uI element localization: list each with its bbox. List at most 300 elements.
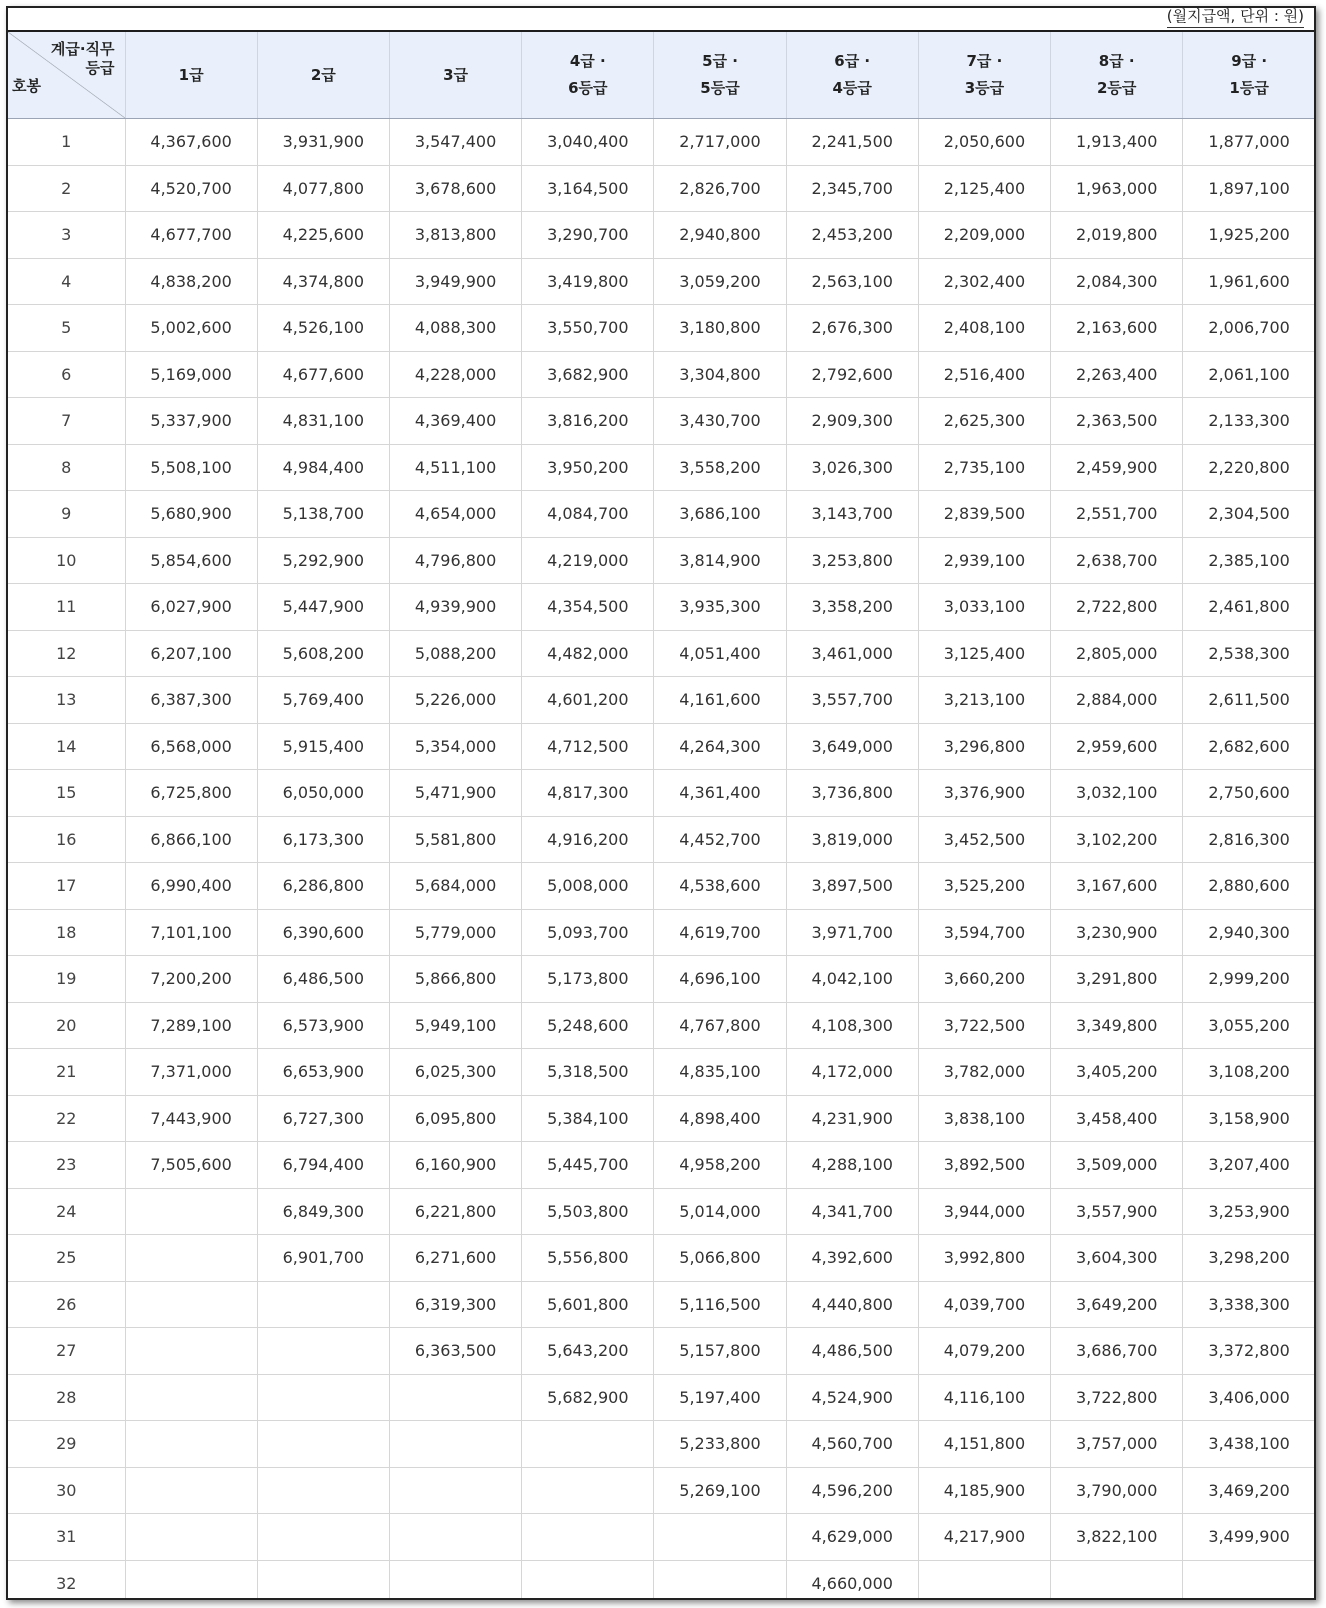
salary-cell: 5,173,800 bbox=[522, 956, 654, 1003]
salary-cell: 4,161,600 bbox=[654, 677, 786, 724]
salary-cell: 2,061,100 bbox=[1183, 351, 1315, 398]
salary-cell: 2,385,100 bbox=[1183, 537, 1315, 584]
salary-cell: 3,678,600 bbox=[389, 165, 521, 212]
salary-cell: 5,866,800 bbox=[389, 956, 521, 1003]
salary-cell: 3,180,800 bbox=[654, 305, 786, 352]
salary-cell: 6,866,100 bbox=[125, 816, 257, 863]
salary-cell: 3,026,300 bbox=[786, 444, 918, 491]
table-row bbox=[8, 1374, 1315, 1421]
salary-cell: 2,461,800 bbox=[1183, 584, 1315, 631]
step-cell: 31 bbox=[8, 1514, 125, 1561]
salary-cell: 3,950,200 bbox=[522, 444, 654, 491]
salary-cell: 6,363,500 bbox=[389, 1328, 521, 1375]
salary-cell: 4,619,700 bbox=[654, 909, 786, 956]
salary-cell bbox=[522, 1421, 654, 1468]
salary-cell: 2,839,500 bbox=[918, 491, 1050, 538]
salary-cell: 4,677,700 bbox=[125, 212, 257, 259]
column-header bbox=[522, 31, 654, 119]
step-cell: 13 bbox=[8, 677, 125, 724]
column-header bbox=[257, 31, 389, 119]
salary-cell: 3,419,800 bbox=[522, 258, 654, 305]
step-cell: 9 bbox=[8, 491, 125, 538]
salary-cell: 3,935,300 bbox=[654, 584, 786, 631]
step-cell: 22 bbox=[8, 1095, 125, 1142]
salary-cell: 3,296,800 bbox=[918, 723, 1050, 770]
salary-cell: 3,158,900 bbox=[1183, 1095, 1315, 1142]
salary-cell: 5,088,200 bbox=[389, 630, 521, 677]
salary-cell: 3,604,300 bbox=[1051, 1235, 1183, 1282]
salary-cell: 4,958,200 bbox=[654, 1142, 786, 1189]
step-cell: 16 bbox=[8, 816, 125, 863]
salary-cell: 1,897,100 bbox=[1183, 165, 1315, 212]
salary-cell: 2,880,600 bbox=[1183, 863, 1315, 910]
salary-cell: 2,638,700 bbox=[1051, 537, 1183, 584]
salary-cell: 3,304,800 bbox=[654, 351, 786, 398]
salary-cell: 5,384,100 bbox=[522, 1095, 654, 1142]
salary-cell: 2,735,100 bbox=[918, 444, 1050, 491]
salary-cell: 4,939,900 bbox=[389, 584, 521, 631]
salary-cell: 4,916,200 bbox=[522, 816, 654, 863]
header-row bbox=[8, 31, 1315, 119]
salary-cell: 3,438,100 bbox=[1183, 1421, 1315, 1468]
salary-cell: 4,660,000 bbox=[786, 1560, 918, 1600]
salary-cell bbox=[125, 1235, 257, 1282]
salary-cell: 6,387,300 bbox=[125, 677, 257, 724]
salary-cell: 6,486,500 bbox=[257, 956, 389, 1003]
salary-cell: 5,318,500 bbox=[522, 1049, 654, 1096]
salary-cell: 1,913,400 bbox=[1051, 119, 1183, 166]
salary-cell: 5,157,800 bbox=[654, 1328, 786, 1375]
salary-cell: 3,550,700 bbox=[522, 305, 654, 352]
salary-cell: 6,207,100 bbox=[125, 630, 257, 677]
salary-cell: 5,949,100 bbox=[389, 1002, 521, 1049]
corner-grade-label: 계급·직무 bbox=[50, 40, 115, 58]
salary-cell: 3,949,900 bbox=[389, 258, 521, 305]
salary-cell bbox=[1183, 1560, 1315, 1600]
salary-cell bbox=[1051, 1560, 1183, 1600]
salary-cell: 6,286,800 bbox=[257, 863, 389, 910]
column-header bbox=[786, 31, 918, 119]
salary-cell bbox=[125, 1188, 257, 1235]
salary-cell: 2,611,500 bbox=[1183, 677, 1315, 724]
salary-cell: 4,088,300 bbox=[389, 305, 521, 352]
salary-cell: 4,084,700 bbox=[522, 491, 654, 538]
salary-cell: 6,568,000 bbox=[125, 723, 257, 770]
column-header-line2: 4등급 bbox=[832, 79, 872, 97]
salary-cell: 2,220,800 bbox=[1183, 444, 1315, 491]
table-row bbox=[8, 212, 1315, 259]
step-cell: 14 bbox=[8, 723, 125, 770]
salary-cell: 5,471,900 bbox=[389, 770, 521, 817]
salary-cell: 2,563,100 bbox=[786, 258, 918, 305]
step-cell: 3 bbox=[8, 212, 125, 259]
salary-cell: 4,520,700 bbox=[125, 165, 257, 212]
salary-cell: 4,767,800 bbox=[654, 1002, 786, 1049]
salary-cell: 4,452,700 bbox=[654, 816, 786, 863]
table-row bbox=[8, 1467, 1315, 1514]
salary-cell: 3,143,700 bbox=[786, 491, 918, 538]
salary-cell: 3,722,500 bbox=[918, 1002, 1050, 1049]
salary-cell: 4,596,200 bbox=[786, 1467, 918, 1514]
salary-cell: 4,629,000 bbox=[786, 1514, 918, 1561]
salary-cell: 3,059,200 bbox=[654, 258, 786, 305]
table-row bbox=[8, 1328, 1315, 1375]
salary-cell: 5,002,600 bbox=[125, 305, 257, 352]
salary-cell: 3,822,100 bbox=[1051, 1514, 1183, 1561]
salary-cell: 3,757,000 bbox=[1051, 1421, 1183, 1468]
salary-cell bbox=[257, 1281, 389, 1328]
salary-cell: 3,649,000 bbox=[786, 723, 918, 770]
step-cell: 18 bbox=[8, 909, 125, 956]
column-header bbox=[1183, 31, 1315, 119]
salary-cell: 5,116,500 bbox=[654, 1281, 786, 1328]
salary-cell: 5,138,700 bbox=[257, 491, 389, 538]
table-row bbox=[8, 909, 1315, 956]
salary-cell: 4,526,100 bbox=[257, 305, 389, 352]
salary-cell: 4,482,000 bbox=[522, 630, 654, 677]
salary-cell: 2,084,300 bbox=[1051, 258, 1183, 305]
salary-cell: 3,931,900 bbox=[257, 119, 389, 166]
salary-cell: 3,298,200 bbox=[1183, 1235, 1315, 1282]
salary-cell: 5,769,400 bbox=[257, 677, 389, 724]
step-cell: 23 bbox=[8, 1142, 125, 1189]
corner-step-label: 호봉 bbox=[12, 77, 41, 95]
salary-cell: 4,654,000 bbox=[389, 491, 521, 538]
salary-cell: 3,164,500 bbox=[522, 165, 654, 212]
salary-cell: 4,039,700 bbox=[918, 1281, 1050, 1328]
salary-cell: 3,816,200 bbox=[522, 398, 654, 445]
salary-cell: 3,547,400 bbox=[389, 119, 521, 166]
salary-cell: 4,217,900 bbox=[918, 1514, 1050, 1561]
salary-cell: 2,717,000 bbox=[654, 119, 786, 166]
salary-cell: 3,944,000 bbox=[918, 1188, 1050, 1235]
step-cell: 27 bbox=[8, 1328, 125, 1375]
salary-cell: 2,682,600 bbox=[1183, 723, 1315, 770]
salary-cell: 5,008,000 bbox=[522, 863, 654, 910]
salary-cell: 3,207,400 bbox=[1183, 1142, 1315, 1189]
salary-cell: 6,653,900 bbox=[257, 1049, 389, 1096]
salary-cell: 3,290,700 bbox=[522, 212, 654, 259]
salary-cell: 6,271,600 bbox=[389, 1235, 521, 1282]
salary-cell: 5,508,100 bbox=[125, 444, 257, 491]
salary-cell: 6,725,800 bbox=[125, 770, 257, 817]
salary-cell bbox=[257, 1514, 389, 1561]
salary-cell: 1,925,200 bbox=[1183, 212, 1315, 259]
step-cell: 20 bbox=[8, 1002, 125, 1049]
step-cell: 25 bbox=[8, 1235, 125, 1282]
salary-cell: 3,594,700 bbox=[918, 909, 1050, 956]
salary-cell: 4,042,100 bbox=[786, 956, 918, 1003]
salary-cell: 3,430,700 bbox=[654, 398, 786, 445]
pay-table-frame bbox=[6, 6, 1316, 1600]
step-cell: 5 bbox=[8, 305, 125, 352]
salary-cell: 3,372,800 bbox=[1183, 1328, 1315, 1375]
salary-cell: 3,649,200 bbox=[1051, 1281, 1183, 1328]
salary-cell: 4,228,000 bbox=[389, 351, 521, 398]
salary-cell: 3,892,500 bbox=[918, 1142, 1050, 1189]
salary-cell: 7,101,100 bbox=[125, 909, 257, 956]
salary-cell bbox=[522, 1514, 654, 1561]
salary-cell: 4,677,600 bbox=[257, 351, 389, 398]
salary-cell: 3,406,000 bbox=[1183, 1374, 1315, 1421]
salary-cell: 2,263,400 bbox=[1051, 351, 1183, 398]
step-cell: 6 bbox=[8, 351, 125, 398]
salary-cell: 3,897,500 bbox=[786, 863, 918, 910]
table-row bbox=[8, 351, 1315, 398]
salary-cell: 2,676,300 bbox=[786, 305, 918, 352]
salary-cell: 5,680,900 bbox=[125, 491, 257, 538]
salary-cell: 5,581,800 bbox=[389, 816, 521, 863]
step-cell: 8 bbox=[8, 444, 125, 491]
salary-cell: 3,682,900 bbox=[522, 351, 654, 398]
salary-cell: 5,292,900 bbox=[257, 537, 389, 584]
table-row bbox=[8, 1002, 1315, 1049]
salary-cell: 4,367,600 bbox=[125, 119, 257, 166]
salary-cell: 5,608,200 bbox=[257, 630, 389, 677]
table-row bbox=[8, 1188, 1315, 1235]
salary-cell bbox=[389, 1421, 521, 1468]
salary-cell: 2,538,300 bbox=[1183, 630, 1315, 677]
salary-cell: 2,459,900 bbox=[1051, 444, 1183, 491]
salary-cell: 3,213,100 bbox=[918, 677, 1050, 724]
salary-cell: 4,172,000 bbox=[786, 1049, 918, 1096]
salary-cell: 4,696,100 bbox=[654, 956, 786, 1003]
salary-cell: 4,231,900 bbox=[786, 1095, 918, 1142]
salary-cell bbox=[125, 1328, 257, 1375]
salary-cell: 4,051,400 bbox=[654, 630, 786, 677]
salary-cell bbox=[522, 1467, 654, 1514]
salary-cell: 3,686,100 bbox=[654, 491, 786, 538]
salary-cell bbox=[257, 1421, 389, 1468]
salary-cell: 5,337,900 bbox=[125, 398, 257, 445]
salary-cell: 6,160,900 bbox=[389, 1142, 521, 1189]
salary-cell: 2,940,300 bbox=[1183, 909, 1315, 956]
column-header-line1: 1급 bbox=[178, 65, 204, 84]
salary-cell: 5,226,000 bbox=[389, 677, 521, 724]
salary-cell: 5,197,400 bbox=[654, 1374, 786, 1421]
salary-cell: 1,961,600 bbox=[1183, 258, 1315, 305]
salary-cell: 3,452,500 bbox=[918, 816, 1050, 863]
table-row bbox=[8, 258, 1315, 305]
table-row bbox=[8, 630, 1315, 677]
salary-cell: 2,959,600 bbox=[1051, 723, 1183, 770]
salary-cell: 4,185,900 bbox=[918, 1467, 1050, 1514]
salary-cell: 4,151,800 bbox=[918, 1421, 1050, 1468]
table-row bbox=[8, 1095, 1315, 1142]
salary-cell: 4,796,800 bbox=[389, 537, 521, 584]
step-cell: 2 bbox=[8, 165, 125, 212]
column-header-line1: 2급 bbox=[310, 65, 336, 84]
salary-cell: 2,453,200 bbox=[786, 212, 918, 259]
table-row bbox=[8, 1142, 1315, 1189]
salary-cell: 7,371,000 bbox=[125, 1049, 257, 1096]
column-header-line2: 1등급 bbox=[1229, 79, 1269, 97]
column-header-line1: 6급 · bbox=[834, 52, 871, 70]
table-row bbox=[8, 770, 1315, 817]
salary-cell: 3,557,700 bbox=[786, 677, 918, 724]
salary-cell: 3,033,100 bbox=[918, 584, 1050, 631]
step-cell: 29 bbox=[8, 1421, 125, 1468]
salary-cell: 3,525,200 bbox=[918, 863, 1050, 910]
salary-cell: 5,854,600 bbox=[125, 537, 257, 584]
salary-cell: 7,200,200 bbox=[125, 956, 257, 1003]
salary-cell: 4,984,400 bbox=[257, 444, 389, 491]
salary-cell bbox=[389, 1467, 521, 1514]
table-row bbox=[8, 398, 1315, 445]
salary-cell: 3,814,900 bbox=[654, 537, 786, 584]
salary-cell: 3,461,000 bbox=[786, 630, 918, 677]
salary-cell bbox=[125, 1281, 257, 1328]
table-row bbox=[8, 1421, 1315, 1468]
salary-cell: 3,838,100 bbox=[918, 1095, 1050, 1142]
salary-cell bbox=[522, 1560, 654, 1600]
salary-cell: 2,006,700 bbox=[1183, 305, 1315, 352]
salary-cell: 4,831,100 bbox=[257, 398, 389, 445]
step-cell: 12 bbox=[8, 630, 125, 677]
salary-cell: 3,971,700 bbox=[786, 909, 918, 956]
salary-cell: 6,573,900 bbox=[257, 1002, 389, 1049]
salary-cell: 6,095,800 bbox=[389, 1095, 521, 1142]
salary-cell: 5,233,800 bbox=[654, 1421, 786, 1468]
salary-cell: 3,405,200 bbox=[1051, 1049, 1183, 1096]
salary-cell: 6,221,800 bbox=[389, 1188, 521, 1235]
salary-cell: 3,167,600 bbox=[1051, 863, 1183, 910]
salary-cell: 5,503,800 bbox=[522, 1188, 654, 1235]
step-cell: 28 bbox=[8, 1374, 125, 1421]
salary-cell: 4,225,600 bbox=[257, 212, 389, 259]
salary-cell: 2,408,100 bbox=[918, 305, 1050, 352]
salary-cell bbox=[654, 1514, 786, 1561]
salary-cell bbox=[125, 1467, 257, 1514]
salary-cell: 2,884,000 bbox=[1051, 677, 1183, 724]
salary-cell: 2,999,200 bbox=[1183, 956, 1315, 1003]
salary-cell: 2,163,600 bbox=[1051, 305, 1183, 352]
salary-cell bbox=[125, 1421, 257, 1468]
column-header-line1: 4급 · bbox=[569, 52, 606, 70]
salary-cell: 5,248,600 bbox=[522, 1002, 654, 1049]
salary-cell bbox=[257, 1374, 389, 1421]
salary-cell: 3,736,800 bbox=[786, 770, 918, 817]
salary-cell: 4,838,200 bbox=[125, 258, 257, 305]
salary-cell: 3,782,000 bbox=[918, 1049, 1050, 1096]
salary-cell: 6,990,400 bbox=[125, 863, 257, 910]
column-header bbox=[389, 31, 521, 119]
table-row bbox=[8, 165, 1315, 212]
salary-cell bbox=[389, 1560, 521, 1600]
salary-cell: 4,264,300 bbox=[654, 723, 786, 770]
salary-cell: 4,108,300 bbox=[786, 1002, 918, 1049]
salary-cell: 3,253,900 bbox=[1183, 1188, 1315, 1235]
salary-cell: 3,055,200 bbox=[1183, 1002, 1315, 1049]
salary-cell: 3,819,000 bbox=[786, 816, 918, 863]
column-header-line1: 9급 · bbox=[1231, 52, 1268, 70]
salary-cell: 4,524,900 bbox=[786, 1374, 918, 1421]
table-row bbox=[8, 1049, 1315, 1096]
step-cell: 15 bbox=[8, 770, 125, 817]
salary-cell: 5,779,000 bbox=[389, 909, 521, 956]
salary-cell: 2,125,400 bbox=[918, 165, 1050, 212]
salary-cell: 2,816,300 bbox=[1183, 816, 1315, 863]
salary-cell: 2,304,500 bbox=[1183, 491, 1315, 538]
salary-cell: 2,939,100 bbox=[918, 537, 1050, 584]
salary-cell: 5,601,800 bbox=[522, 1281, 654, 1328]
salary-cell: 3,458,400 bbox=[1051, 1095, 1183, 1142]
step-cell: 17 bbox=[8, 863, 125, 910]
table-row bbox=[8, 863, 1315, 910]
salary-cell: 4,486,500 bbox=[786, 1328, 918, 1375]
salary-cell bbox=[125, 1560, 257, 1600]
step-cell: 11 bbox=[8, 584, 125, 631]
column-header-line1: 3급 bbox=[443, 65, 469, 84]
step-cell: 24 bbox=[8, 1188, 125, 1235]
table-row bbox=[8, 723, 1315, 770]
column-header-line2: 2등급 bbox=[1096, 79, 1137, 97]
column-header-line1: 5급 · bbox=[702, 52, 738, 70]
salary-cell: 5,269,100 bbox=[654, 1467, 786, 1514]
table-row bbox=[8, 537, 1315, 584]
salary-cell: 7,505,600 bbox=[125, 1142, 257, 1189]
column-header bbox=[654, 31, 786, 119]
salary-cell: 4,079,200 bbox=[918, 1328, 1050, 1375]
salary-cell: 3,358,200 bbox=[786, 584, 918, 631]
salary-cell: 3,108,200 bbox=[1183, 1049, 1315, 1096]
salary-cell: 3,790,000 bbox=[1051, 1467, 1183, 1514]
table-row bbox=[8, 305, 1315, 352]
salary-cell: 5,682,900 bbox=[522, 1374, 654, 1421]
salary-cell: 3,813,800 bbox=[389, 212, 521, 259]
column-header-line1: 7급 · bbox=[966, 52, 1003, 70]
salary-cell bbox=[257, 1467, 389, 1514]
step-cell: 4 bbox=[8, 258, 125, 305]
salary-cell: 3,349,800 bbox=[1051, 1002, 1183, 1049]
salary-cell: 2,050,600 bbox=[918, 119, 1050, 166]
salary-cell: 4,440,800 bbox=[786, 1281, 918, 1328]
salary-cell: 5,556,800 bbox=[522, 1235, 654, 1282]
salary-cell: 4,817,300 bbox=[522, 770, 654, 817]
salary-cell: 6,027,900 bbox=[125, 584, 257, 631]
salary-cell: 1,877,000 bbox=[1183, 119, 1315, 166]
salary-cell: 6,849,300 bbox=[257, 1188, 389, 1235]
corner-rank-label: 등급 bbox=[85, 59, 115, 77]
salary-cell: 4,898,400 bbox=[654, 1095, 786, 1142]
salary-cell: 2,241,500 bbox=[786, 119, 918, 166]
salary-cell: 6,025,300 bbox=[389, 1049, 521, 1096]
salary-cell: 4,077,800 bbox=[257, 165, 389, 212]
salary-cell: 3,338,300 bbox=[1183, 1281, 1315, 1328]
salary-cell: 3,722,800 bbox=[1051, 1374, 1183, 1421]
salary-cell: 2,209,000 bbox=[918, 212, 1050, 259]
salary-cell bbox=[257, 1560, 389, 1600]
salary-cell: 2,940,800 bbox=[654, 212, 786, 259]
salary-cell: 4,374,800 bbox=[257, 258, 389, 305]
step-cell: 10 bbox=[8, 537, 125, 584]
salary-cell: 4,712,500 bbox=[522, 723, 654, 770]
salary-cell: 3,376,900 bbox=[918, 770, 1050, 817]
salary-cell: 3,660,200 bbox=[918, 956, 1050, 1003]
salary-cell: 2,826,700 bbox=[654, 165, 786, 212]
column-header-line2: 5등급 bbox=[700, 79, 740, 97]
salary-cell: 2,722,800 bbox=[1051, 584, 1183, 631]
salary-cell: 6,319,300 bbox=[389, 1281, 521, 1328]
salary-cell bbox=[125, 1514, 257, 1561]
table-row bbox=[8, 1281, 1315, 1328]
salary-cell bbox=[918, 1560, 1050, 1600]
salary-cell: 3,040,400 bbox=[522, 119, 654, 166]
table-row bbox=[8, 1514, 1315, 1561]
salary-cell: 2,019,800 bbox=[1051, 212, 1183, 259]
salary-cell: 5,169,000 bbox=[125, 351, 257, 398]
salary-cell: 3,558,200 bbox=[654, 444, 786, 491]
